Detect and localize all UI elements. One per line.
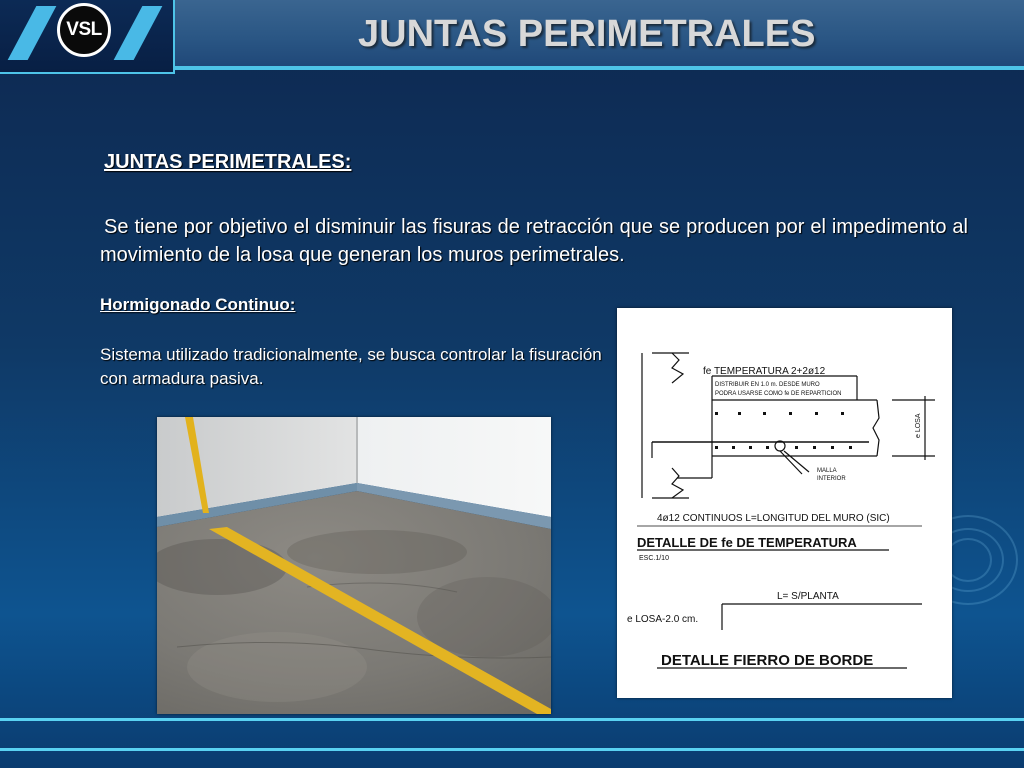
mesh-label-2: INTERIOR [817, 476, 846, 482]
continuous-label: 4ø12 CONTINUOS L=LONGITUD DEL MURO (SIC) [657, 513, 890, 524]
temp-label: fe TEMPERATURA 2+2ø12 [703, 366, 826, 377]
logo-stripe-left [8, 6, 57, 60]
slab-label: e LOSA-2.0 cm. [627, 614, 699, 625]
note-line-2: PODRA USARSE COMO fe DE REPARTICION [715, 391, 842, 397]
section-heading: JUNTAS PERIMETRALES: [104, 151, 352, 173]
vsl-logo [0, 0, 175, 74]
floor-corner-photo [157, 417, 551, 714]
sub-heading: Hormigonado Continuo: [100, 295, 296, 314]
page-title: JUNTAS PERIMETRALES [358, 13, 816, 55]
thickness-label: e LOSA [915, 413, 922, 438]
logo-text: VSL [66, 19, 102, 40]
footer-line-bottom [0, 748, 1024, 751]
logo-stripe-right [114, 6, 163, 60]
length-label: L= S/PLANTA [777, 591, 839, 602]
footer-line-top [0, 718, 1024, 721]
intro-paragraph: Se tiene por objetivo el disminuir las fisuras de retracción que se producen por el impedimento al movimiento de la losa que generan los muros perimetrales. [100, 216, 968, 266]
mesh-label-1: MALLA [817, 468, 837, 474]
header-divider [172, 66, 1024, 70]
sub-body-text: Sistema utilizado tradicionalmente, se busca controlar la fisuración con armadura pasiva. [100, 345, 602, 388]
logo-emblem [57, 3, 111, 57]
technical-drawing [617, 308, 952, 698]
note-line-1: DISTRIBUIR EN 1.0 m. DESDE MURO [715, 382, 820, 388]
detail-1-title: DETALLE DE fe DE TEMPERATURA [637, 535, 857, 550]
detail-2-title: DETALLE FIERRO DE BORDE [661, 652, 874, 669]
detail-1-scale: ESC.1/10 [639, 555, 669, 562]
